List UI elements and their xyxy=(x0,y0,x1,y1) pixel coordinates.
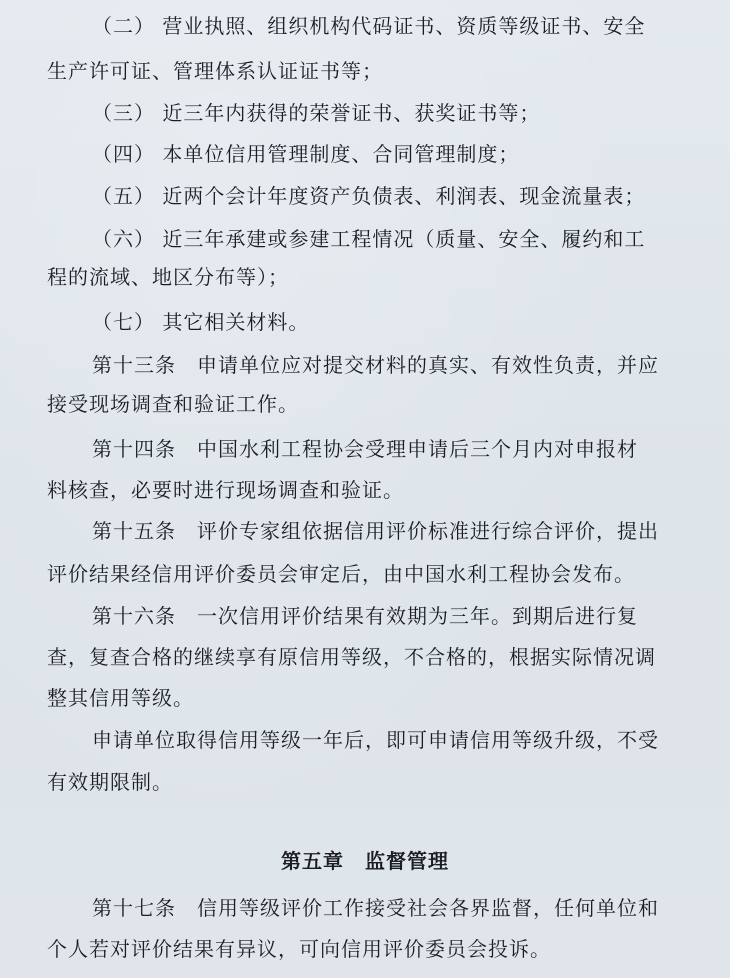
paragraph-line: 整其信用等级。 xyxy=(47,686,194,710)
paragraph-line: （三） 近三年内获得的荣誉证书、获奖证书等； xyxy=(92,101,541,125)
paragraph-line: 第十六条 一次信用评价结果有效期为三年。到期后进行复 xyxy=(92,604,638,628)
paragraph-line: 第十七条 信用等级评价工作接受社会各界监督，任何单位和 xyxy=(92,896,659,920)
paragraph-line: 程的流域、地区分布等）； xyxy=(47,265,289,289)
paragraph-line: 第十五条 评价专家组依据信用评价标准进行综合评价，提出 xyxy=(92,519,659,543)
paragraph-line: 查，复查合格的继续享有原信用等级，不合格的，根据实际情况调 xyxy=(47,645,656,669)
paragraph-line: 评价结果经信用评价委员会审定后，由中国水利工程协会发布。 xyxy=(47,562,635,586)
chapter-heading: 第五章 监督管理 xyxy=(281,849,449,873)
paragraph-line: 第十三条 申请单位应对提交材料的真实、有效性负责，并应 xyxy=(92,353,659,377)
paragraph-line: （四） 本单位信用管理制度、合同管理制度； xyxy=(92,142,520,166)
paragraph-line: 第十四条 中国水利工程协会受理申请后三个月内对申报材 xyxy=(92,437,638,461)
paragraph-line: （五） 近两个会计年度资产负债表、利润表、现金流量表； xyxy=(92,184,646,208)
paragraph-line: 接受现场调查和验证工作。 xyxy=(47,392,299,416)
paragraph-line: 有效期限制。 xyxy=(47,770,173,794)
paragraph-line: （七） 其它相关材料。 xyxy=(92,310,310,334)
paragraph-line: 生产许可证、管理体系认证证书等； xyxy=(47,59,383,83)
paragraph-line: 料核查，必要时进行现场调查和验证。 xyxy=(47,478,404,502)
paragraph-line: 申请单位取得信用等级一年后，即可申请信用等级升级，不受 xyxy=(92,728,659,752)
paragraph-line: （六） 近三年承建或参建工程情况（质量、安全、履约和工 xyxy=(92,227,646,251)
paragraph-line: （二） 营业执照、组织机构代码证书、资质等级证书、安全 xyxy=(92,14,646,38)
paragraph-line: 个人若对评价结果有异议，可向信用评价委员会投诉。 xyxy=(47,937,551,961)
